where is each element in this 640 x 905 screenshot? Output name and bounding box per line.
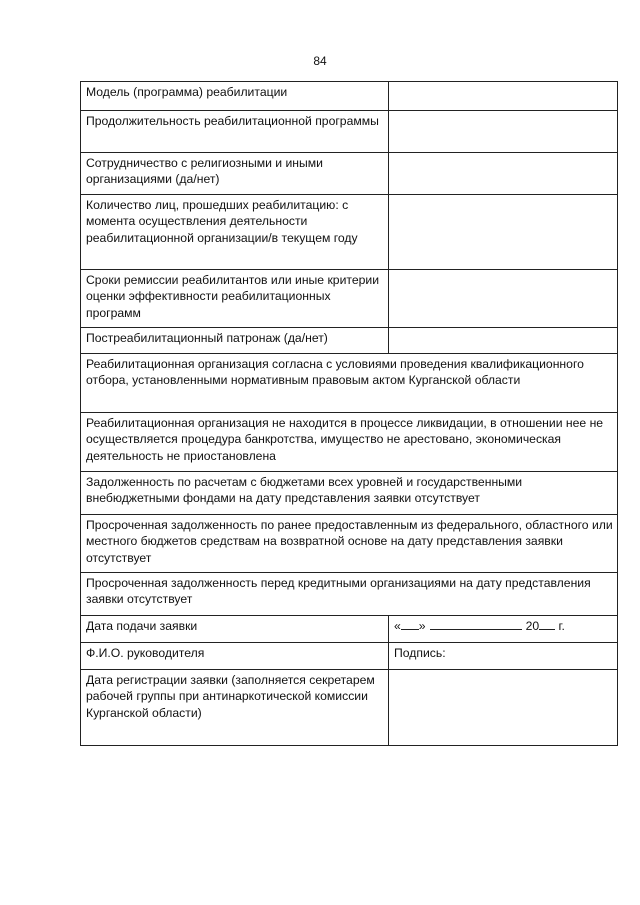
row-value-cell[interactable]: [389, 153, 618, 195]
page-number: 84: [313, 54, 327, 68]
table-row: [81, 328, 618, 354]
signature-field[interactable]: Подпись:: [389, 643, 618, 670]
row-label: Количество лиц, прошедших реабилитацию: с момента осуществления деятельности реабилитационной организации/в текущем году: [81, 195, 389, 270]
table-row: [81, 82, 618, 111]
month-blank[interactable]: [430, 618, 522, 630]
row-label: Постреабилитационный патронаж (да/нет): [81, 328, 389, 354]
table-row: [81, 643, 618, 670]
table-row: [81, 573, 618, 616]
condition-text: Реабилитационная организация согласна с условиями проведения квалификационного отбора, установленными нормативным правовым актом Курганской области: [81, 354, 618, 413]
table-row: [81, 472, 618, 515]
row-value-cell[interactable]: [389, 111, 618, 153]
submission-date-field[interactable]: « » 20 г.: [389, 616, 618, 643]
submission-date-label: Дата подачи заявки: [81, 616, 389, 643]
table-row: [81, 616, 618, 643]
row-value-cell[interactable]: [389, 195, 618, 270]
row-value-cell[interactable]: [389, 270, 618, 328]
table-row: [81, 153, 618, 195]
row-label: Сроки ремиссии реабилитантов или иные критерии оценки эффективности реабилитационных программ: [81, 270, 389, 328]
condition-text: Реабилитационная организация не находится в процессе ликвидации, в отношении нее не осуществляется процедура банкротства, имущество не арестовано, экономическая деятельность не приостановлена: [81, 413, 618, 472]
head-name-label: Ф.И.О. руководителя: [81, 643, 389, 670]
condition-text: Просроченная задолженность перед кредитными организациями на дату представления заявки отсутствует: [81, 573, 618, 616]
application-form-table: [80, 81, 618, 746]
table-row: [81, 413, 618, 472]
table-row: [81, 195, 618, 270]
table-row: [81, 354, 618, 413]
row-label: Модель (программа) реабилитации: [81, 82, 389, 111]
year-blank[interactable]: [539, 618, 555, 630]
condition-text: Просроченная задолженность по ранее предоставленным из федерального, областного или местного бюджетов средствам на возвратной основе на дату представления заявки отсутствует: [81, 515, 618, 573]
table-row: [81, 515, 618, 573]
row-value-cell[interactable]: [389, 328, 618, 354]
day-blank[interactable]: [401, 618, 419, 630]
row-label: Сотрудничество с религиозными и иными организациями (да/нет): [81, 153, 389, 195]
registration-date-label: Дата регистрации заявки (заполняется секретарем рабочей группы при антинаркотической комиссии Курганской области): [81, 670, 389, 746]
table-row: [81, 670, 618, 746]
row-value-cell[interactable]: [389, 82, 618, 111]
condition-text: Задолженность по расчетам с бюджетами всех уровней и государственными внебюджетными фондами на дату представления заявки отсутствует: [81, 472, 618, 515]
table-row: [81, 111, 618, 153]
table-row: [81, 270, 618, 328]
registration-date-field[interactable]: [389, 670, 618, 746]
row-label: Продолжительность реабилитационной программы: [81, 111, 389, 153]
